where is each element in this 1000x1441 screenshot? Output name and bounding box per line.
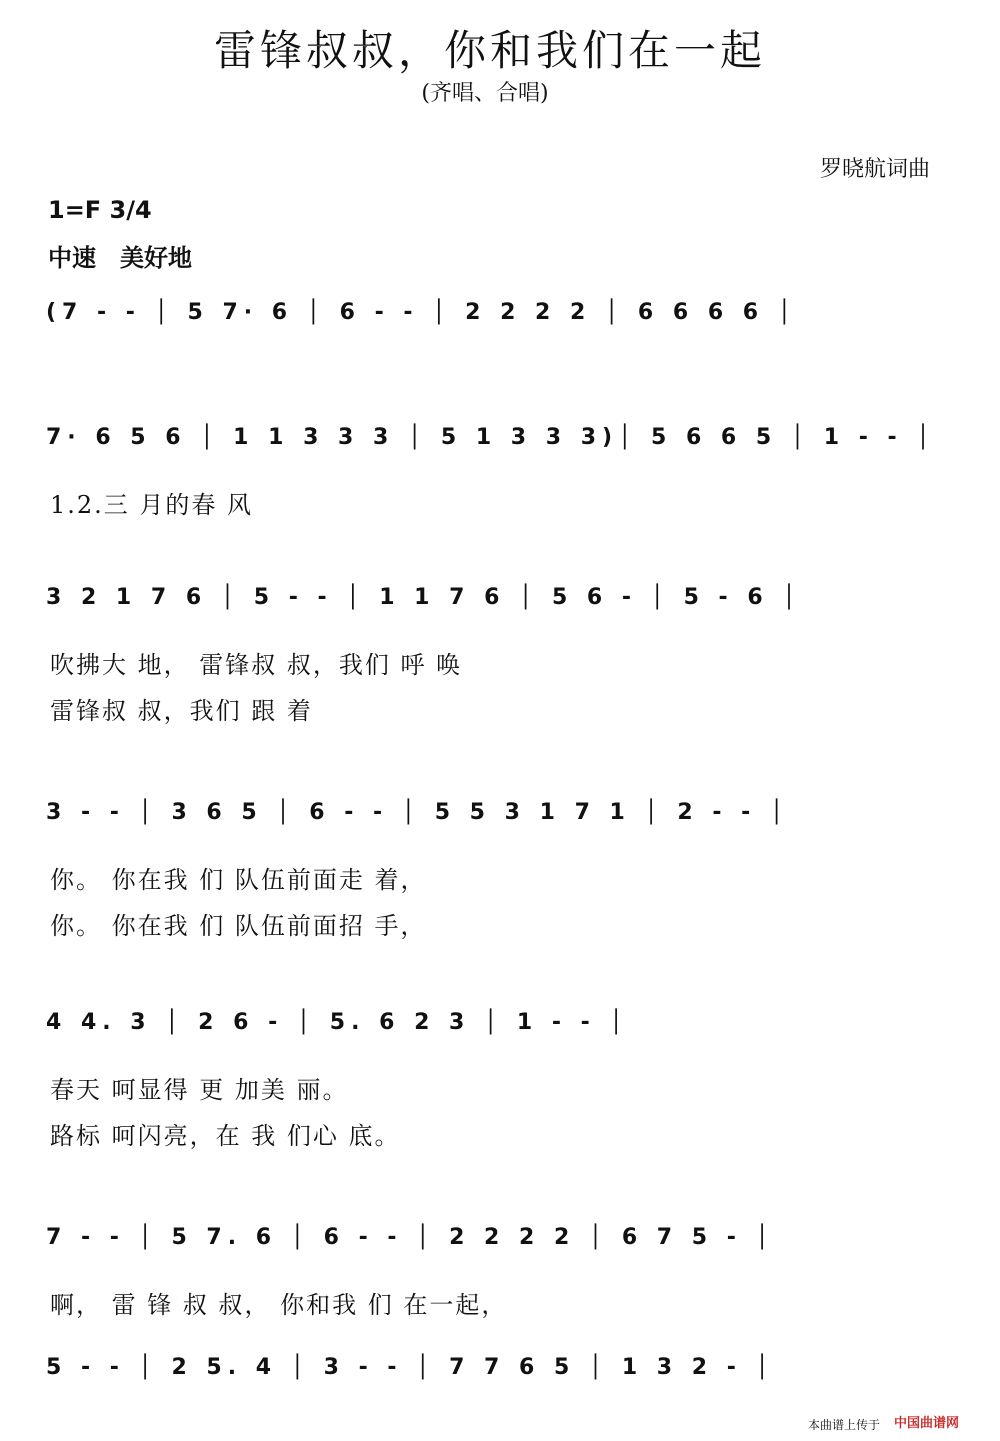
notation-line: 7 - - │ 5 7. 6 │ 6 - - │ 2 2 2 2 │ 6 7 5 - │ [46, 1225, 775, 1250]
notation-line: 3 - - │ 3 6 5 │ 6 - - │ 5 5 3 1 7 1 │ 2 - - │ [46, 800, 790, 825]
key-signature: 1=F 3/4 [48, 196, 152, 224]
song-subtitle: (齐唱、合唱) [421, 81, 549, 106]
notation-line: 5 - - │ 2 5. 4 │ 3 - - │ 7 7 6 5 │ 1 3 2 - │ [46, 1355, 775, 1380]
lyric-line: 雷锋叔 叔，我们 跟 着 [50, 697, 313, 725]
notation-line: 7· 6 5 6 │ 1 1 3 3 3 │ 5 1 3 3 3)│ 5 6 6 5 │ 1 - - │ [46, 425, 936, 450]
tempo-marking: 中速 美好地 [48, 244, 192, 272]
notation-line: 4 4. 3 │ 2 6 - │ 5. 6 2 3 │ 1 - - │ [46, 1010, 629, 1035]
lyric-line: 春天 呵显得 更 加美 丽。 [50, 1076, 349, 1104]
lyric-line: 1.2.三 月的春 风 [50, 491, 254, 519]
lyric-line: 你。 你在我 们 队伍前面招 手， [50, 912, 427, 940]
lyric-line: 啊， 雷 锋 叔 叔， 你和我 们 在一起， [50, 1291, 508, 1319]
footer-upload-text: 本曲谱上传于 [808, 1418, 881, 1432]
lyric-line: 路标 呵闪亮，在 我 们心 底。 [50, 1122, 401, 1150]
song-title: 雷锋叔叔，你和我们在一起 [213, 26, 766, 75]
lyric-line: 吹拂大 地， 雷锋叔 叔，我们 呼 唤 [50, 651, 463, 679]
notation-line: (7 - - │ 5 7· 6 │ 6 - - │ 2 2 2 2 │ 6 6 6 6 │ [46, 300, 798, 325]
site-logo: 中国曲谱网 [894, 1416, 960, 1431]
notation-line: 3 2 1 7 6 │ 5 - - │ 1 1 7 6 │ 5 6 - │ 5 - 6 │ [46, 585, 802, 610]
composer-credit: 罗晓航词曲 [820, 157, 931, 182]
lyric-line: 你。 你在我 们 队伍前面走 着， [50, 866, 427, 894]
